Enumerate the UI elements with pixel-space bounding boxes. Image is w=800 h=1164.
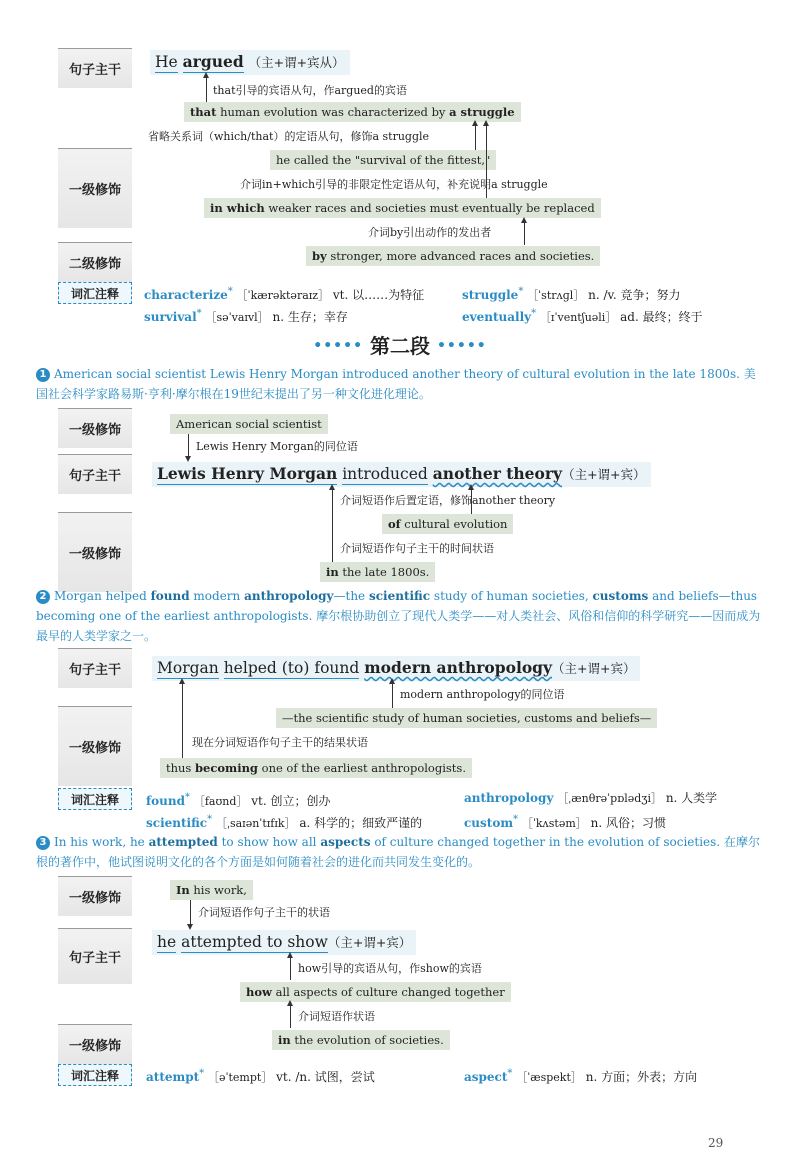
vocab-item: struggle* ［ˈstrʌɡl］ n. /v. 竞争；努力 [462,286,681,302]
vocab-item: custom* ［ˈkʌstəm］ n. 风俗；习惯 [464,814,666,830]
label-sentence-stem: 句子主干 [58,928,132,984]
vocab-item: attempt* ［əˈtempt］ vt. /n. 试图，尝试 [146,1068,375,1084]
label-first-modifier: 一级修饰 [58,706,132,786]
annotation: 介词by引出动作的发出者 [368,226,492,239]
annotation: 介词短语作句子主干的状语 [198,906,330,919]
annotation: 介词短语作后置定语，修饰another theory [340,494,556,507]
structure-tag: （主+谓+宾从） [248,55,345,70]
label-first-modifier: 一级修饰 [58,1024,132,1064]
clause-phrase: —the scientific study of human societies, customs and beliefs— [276,708,657,728]
vocab-item: anthropology ［ˌænθrəˈpɒlədʒi］ n. 人类学 [464,791,718,805]
page-number: 29 [708,1136,724,1150]
subject: He [155,53,178,71]
clause-phrase: he called the "survival of the fittest," [270,150,496,170]
clause-phrase: in which weaker races and societies must eventually be replaced [204,198,601,218]
clause-phrase: in the late 1800s. [320,562,435,582]
vocab-label: 词汇注释 [58,282,132,304]
label-sentence-stem: 句子主干 [58,48,132,88]
annotation: that引导的宾语从句，作argued的宾语 [213,84,407,97]
clause-phrase: in the evolution of societies. [272,1030,450,1050]
annotation: 介词in+which引导的非限定性定语从句，补充说明a struggle [240,178,548,191]
verb: argued [182,52,244,71]
annotation: 介词短语作状语 [298,1010,375,1023]
sentence-3: 3 In his work, he attempted to show how all aspects of culture changed together in the evolution of societies. 在摩尔根的著作中，他试图说明文化的各个方面是如何随着社会的进化而共同发生变化的。 [36,835,760,869]
main-clause [150,50,350,75]
main-clause: Lewis Henry Morgan introduced another theory（主+谓+宾） [152,462,651,487]
clause-phrase: In his work, [170,880,253,900]
vocab-item: found* ［faʊnd］ vt. 创立；创办 [146,792,331,808]
label-sentence-stem: 句子主干 [58,454,132,494]
label-first-modifier: 一级修饰 [58,512,132,592]
label-first-modifier: 一级修饰 [58,876,132,916]
clause-phrase: by stronger, more advanced races and societies. [306,246,600,266]
main-clause: he attempted to show（主+谓+宾） [152,930,416,955]
vocab-item: scientific* ［ˌsaɪənˈtɪfɪk］ a. 科学的；细致严谨的 [146,814,423,830]
s2-part: Morgan helped [54,589,151,603]
paragraph-title: ••••• 第二段 ••••• [313,334,487,358]
label-sentence-stem: 句子主干 [58,648,132,688]
annotation: Lewis Henry Morgan的同位语 [196,440,358,453]
label-first-modifier: 一级修饰 [58,148,132,228]
clause-phrase: American social scientist [170,414,328,434]
annotation: 省略关系词（which/that）的定语从句，修饰a struggle [148,130,430,143]
clause-phrase: thus becoming one of the earliest anthropologists. [160,758,472,778]
annotation: how引导的宾语从句，作show的宾语 [298,962,482,975]
annotation: 现在分词短语作句子主干的结果状语 [192,736,368,749]
vocab-item: characterize* ［ˈkærəktəraɪz］ vt. 以……为特征 [144,286,425,302]
label-second-modifier: 二级修饰 [58,242,132,282]
vocab-item: survival* ［səˈvaɪvl］ n. 生存；幸存 [144,308,348,324]
label-first-modifier: 一级修饰 [58,408,132,448]
sentence-1: 1 American social scientist Lewis Henry Morgan introduced another theory of cultural evolution in the late 1800s. 美国社会科学家路易斯·亨利·摩尔根在19世纪末提出了另一种文化进化理论。 [36,367,756,401]
vocab-item: aspect* ［ˈæspekt］ n. 方面；外表；方向 [464,1068,698,1084]
annotation: modern anthropology的同位语 [400,688,565,701]
sentence-2: 2 Morgan helped found modern anthropology—the scientific study of human societies, customs and beliefs—thus becoming one of the earliest anthropologists. 摩尔根协助创立了现代人类学——对人类社会、风俗和信仰的科学研究——因而成为最早的人类学家之一。 [36,589,761,643]
clause-phrase: of cultural evolution [382,514,513,534]
vocab-label: 词汇注释 [58,1064,132,1086]
vocab-label: 词汇注释 [58,788,132,810]
annotation: 介词短语作句子主干的时间状语 [340,542,494,555]
clause-phrase: that human evolution was characterized by a struggle [184,102,521,122]
vocab-item: eventually* ［ɪˈventʃuəli］ ad. 最终；终于 [462,308,703,324]
clause-phrase: how all aspects of culture changed together [240,982,511,1002]
main-clause: Morgan helped (to) found modern anthropology（主+谓+宾） [152,656,640,681]
